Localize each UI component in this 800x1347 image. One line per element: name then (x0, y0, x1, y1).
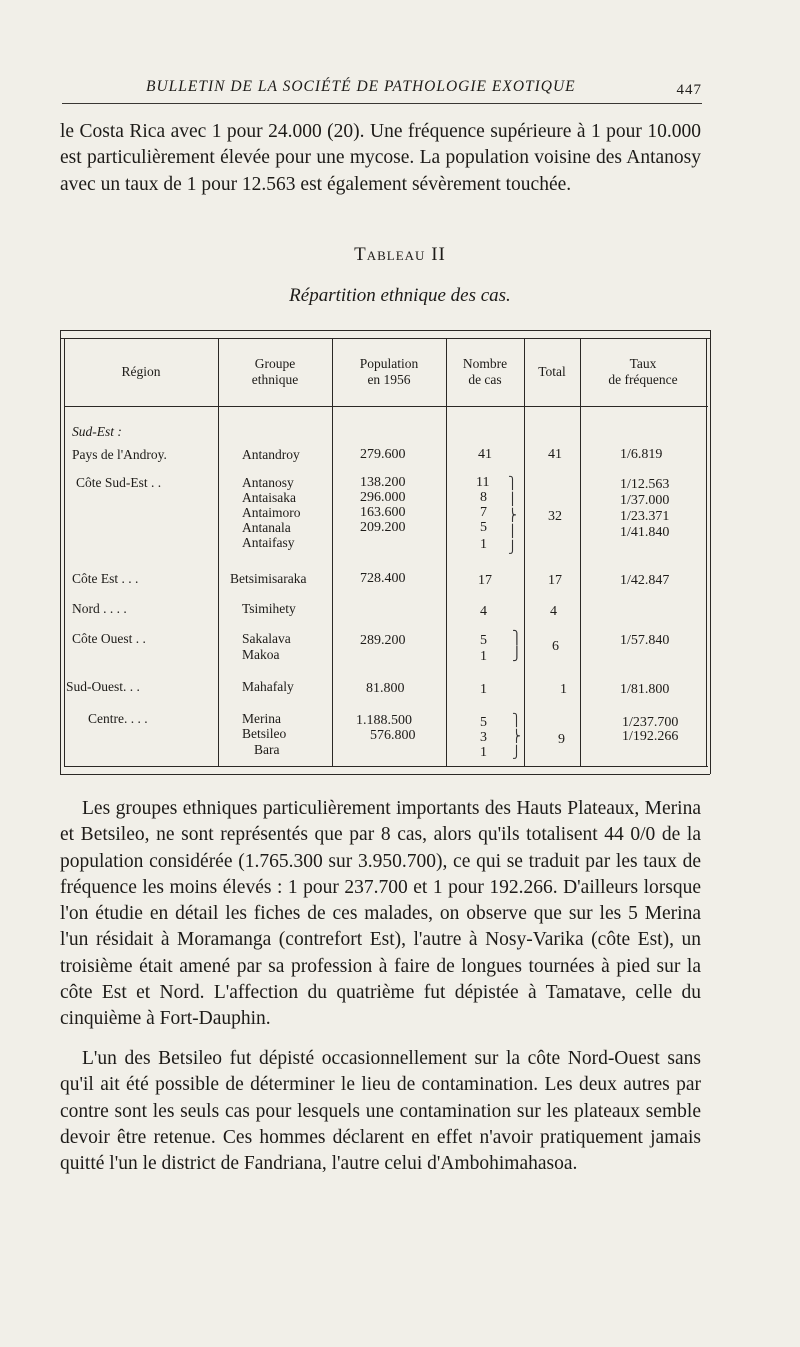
cell-taux: 1/81.800 (620, 682, 670, 697)
brace-centre: ⎫ ⎬ ⎭ (512, 713, 521, 759)
cell-cas: 5 (480, 633, 487, 648)
cell-total: 32 (548, 509, 562, 524)
table-rule (706, 338, 707, 766)
paragraph-betsileo: L'un des Betsileo fut dépisté occasionnellement sur la côte Nord-Ouest sans qu'il ait été possible de déterminer le lieu de contamination. Les deux autres par contre sont les seuls cas pour lesquels une contamination sur les plateaux semble devoir être retenue. Ces hommes déclarent en effet n'avoir pratiquement jamais quitté l'un le district de Fandriana, l'autre celui d'Ambohimahasoa. (60, 1048, 701, 1175)
header-population-line2: en 1956 (367, 372, 411, 387)
cell-cas: 1 (480, 745, 487, 760)
cell-taux: 1/237.700 (622, 715, 679, 730)
cell-region: Sud-Ouest. . . (66, 679, 140, 694)
table-rule (64, 338, 65, 766)
cell-region: Pays de l'Androy. (72, 447, 167, 462)
cell-total: 6 (552, 639, 559, 654)
cell-total: 41 (548, 447, 562, 462)
cell-taux: 1/23.371 (620, 509, 670, 524)
table-rule (446, 338, 447, 766)
cell-region: Nord . . . . (72, 601, 127, 616)
table-rule (60, 330, 710, 331)
cell-cas: 5 (480, 715, 487, 730)
cell-cas: 8 (480, 490, 487, 505)
cell-groupe: Antaisaka (242, 490, 296, 505)
table-label: Tableau (354, 244, 426, 265)
cell-cas: 11 (476, 475, 490, 490)
cell-taux: 1/42.847 (620, 573, 670, 588)
cell-region: Centre. . . . (88, 711, 148, 726)
cell-population: 289.200 (360, 633, 406, 648)
header-region: Région (121, 364, 161, 379)
header-nombre-line1: Nombre (462, 356, 508, 371)
cell-cas: 4 (480, 604, 487, 619)
table-rule (60, 338, 710, 339)
cell-groupe: Antaifasy (242, 535, 295, 550)
cell-taux: 1/12.563 (620, 477, 670, 492)
cell-region: Côte Est . . . (72, 571, 139, 586)
cell-groupe: Betsimisaraka (230, 571, 307, 586)
page-number: 447 (676, 82, 702, 98)
running-header (62, 76, 702, 100)
table-rule (64, 406, 708, 407)
cell-cas: 17 (478, 573, 492, 588)
header-rule (62, 103, 702, 104)
cell-cas: 3 (480, 730, 487, 745)
cell-total: 1 (560, 682, 567, 697)
cell-population: 576.800 (370, 728, 416, 743)
cell-taux: 1/6.819 (620, 447, 663, 462)
cell-taux: 1/192.266 (622, 729, 679, 744)
cell-taux: 1/57.840 (620, 633, 670, 648)
cell-cas: 1 (480, 537, 487, 552)
brace-sud-est: ⎫ ⎪ ⎬ ⎪ ⎭ (508, 476, 517, 554)
cell-total: 9 (558, 732, 565, 747)
cell-groupe: Antaimoro (242, 505, 301, 520)
header-groupe (218, 356, 332, 388)
section-label-sud-est: Sud-Est : (72, 424, 122, 439)
cell-groupe: Betsileo (242, 726, 287, 741)
cell-population: 296.000 (360, 490, 406, 505)
table-rule (64, 766, 708, 767)
header-groupe-line1: Groupe (254, 356, 296, 371)
cell-population: 209.200 (360, 520, 406, 535)
table-rule (218, 338, 219, 766)
cell-population: 81.800 (366, 681, 405, 696)
cell-groupe: Makoa (242, 647, 280, 662)
table-rule (710, 330, 711, 774)
cell-population: 163.600 (360, 505, 406, 520)
cell-groupe: Antandroy (242, 447, 300, 462)
table-rule (60, 330, 61, 774)
cell-groupe: Antanala (242, 520, 291, 535)
header-population-line1: Population (359, 356, 419, 371)
table-title (0, 244, 800, 266)
header-groupe-line2: ethnique (251, 372, 299, 387)
cell-population: 1.188.500 (356, 713, 412, 728)
cell-region: Côte Sud-Est . . (76, 475, 162, 490)
table-rule (332, 338, 333, 766)
header-population (332, 356, 446, 388)
cell-taux: 1/37.000 (620, 493, 670, 508)
journal-title: BULLETIN DE LA SOCIÉTÉ DE PATHOLOGIE EXOTIQUE (146, 78, 576, 95)
cell-population: 728.400 (360, 571, 406, 586)
cell-region: Côte Ouest . . (72, 631, 146, 646)
cell-taux: 1/41.840 (620, 525, 670, 540)
paragraph-hauts-plateaux: Les groupes ethniques particulièrement importants des Hauts Plateaux, Merina et Betsileo, ne sont représentés que par 8 cas, alors qu'ils totalisent 44 0/0 de la population considérée (1.765.300 sur 3.950.700), ce qui se traduit par les taux de fréquence les moins élevés : 1 pour 237.700 et 1 pour 192.266. D'ailleurs lorsque l'on étudie en détail les fiches de ces malades, on observe que sur les 5 Merina l'un résidait à Moramanga (contrefort Est), l'autre à Nosy-Varika (côte Est), un troisième était amené par sa profession à faire de longues tournées à pied sur la côte Est et Nord. L'affection du quatrième fut dépistée à Tamatave, celle du cinquième à Fort-Dauphin. (60, 798, 701, 1030)
cell-groupe: Mahafaly (242, 679, 294, 694)
cell-groupe: Antanosy (242, 475, 294, 490)
header-taux (580, 356, 706, 388)
cell-cas: 7 (480, 505, 487, 520)
cell-cas: 1 (480, 682, 487, 697)
paragraph-intro: le Costa Rica avec 1 pour 24.000 (20). Une fréquence supérieure à 1 pour 10.000 est particulièrement élevée pour une mycose. La population voisine des Antanosy avec un taux de 1 pour 12.563 est également sévèrement touchée. (60, 121, 701, 195)
cell-groupe: Bara (254, 742, 280, 757)
brace-cote-ouest: ⎫ ⎭ (512, 630, 522, 661)
cell-population: 279.600 (360, 447, 406, 462)
cell-groupe: Sakalava (242, 631, 291, 646)
cell-total: 17 (548, 573, 562, 588)
ethnic-distribution-table (60, 330, 710, 780)
header-taux-line2: de fréquence (608, 372, 678, 387)
header-nombre (446, 356, 524, 388)
table-rule (580, 338, 581, 766)
header-nombre-line2: de cas (468, 372, 502, 387)
header-taux-line1: Taux (629, 356, 657, 371)
cell-cas: 41 (478, 447, 492, 462)
cell-total: 4 (550, 604, 557, 619)
cell-cas: 1 (480, 649, 487, 664)
cell-groupe: Tsimihety (242, 601, 296, 616)
cell-groupe: Merina (242, 711, 281, 726)
table-rule (60, 774, 710, 775)
cell-cas: 5 (480, 520, 487, 535)
header-total: Total (538, 364, 566, 379)
table-number: II (431, 244, 446, 265)
table-subtitle: Répartition ethnique des cas. (289, 285, 511, 306)
cell-population: 138.200 (360, 475, 406, 490)
table-rule (524, 338, 525, 766)
